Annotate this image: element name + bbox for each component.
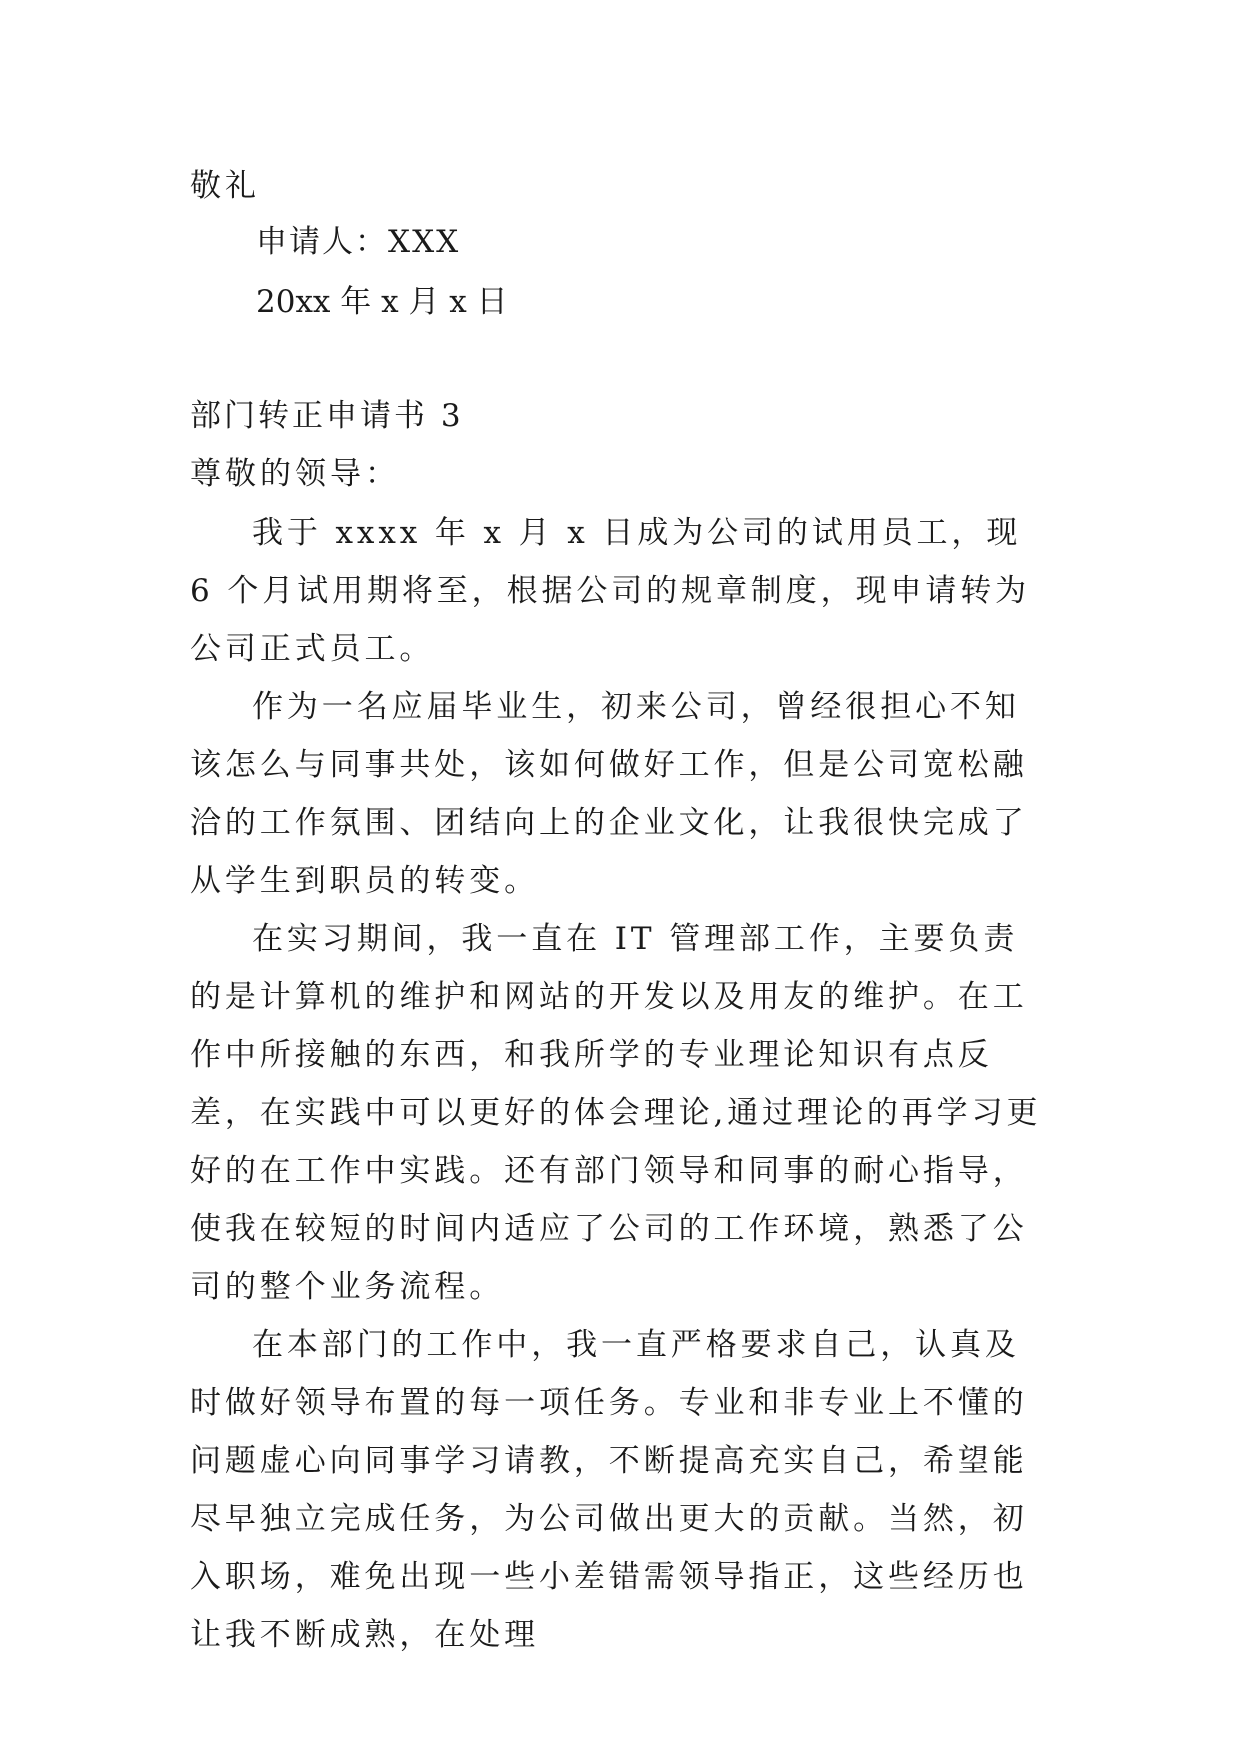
date-line: 20xx 年 x 月 x 日 <box>256 284 508 320</box>
paragraph-3: 在实习期间，我一直在 IT 管理部工作，主要负责的是计算机的维护和网站的开发以及用友的维护。在工作中所接触的东西，和我所学的专业理论知识有点反差，在实践中可以更好的体会理论,通过理论的再学习更好的在工作中实践。还有部门领导和同事的耐心指导，使我在较短的时间内适应了公司的工作环境，熟悉了公司的整个业务流程。 <box>190 921 1042 1305</box>
section-title: 部门转正申请书 3 <box>190 398 464 434</box>
salutation: 尊敬的领导： <box>190 456 400 492</box>
applicant-line: 申请人：XXX <box>256 224 461 260</box>
letter-body <box>190 504 1050 1664</box>
closing-text: 敬礼 <box>190 168 260 204</box>
paragraph-2: 作为一名应届毕业生，初来公司，曾经很担心不知该怎么与同事共处，该如何做好工作，但是公司宽松融洽的工作氛围、团结向上的企业文化，让我很快完成了从学生到职员的转变。 <box>190 689 1028 899</box>
paragraph-1: 我于 xxxx 年 x 月 x 日成为公司的试用员工，现 6 个月试用期将至，根据公司的规章制度，现申请转为公司正式员工。 <box>190 515 1031 667</box>
paragraph-4: 在本部门的工作中，我一直严格要求自己，认真及时做好领导布置的每一项任务。专业和非专业上不懂的问题虚心向同事学习请教，不断提高充实自己，希望能尽早独立完成任务，为公司做出更大的贡献。当然，初入职场，难免出现一些小差错需领导指正，这些经历也让我不断成熟，在处理 <box>190 1327 1028 1653</box>
